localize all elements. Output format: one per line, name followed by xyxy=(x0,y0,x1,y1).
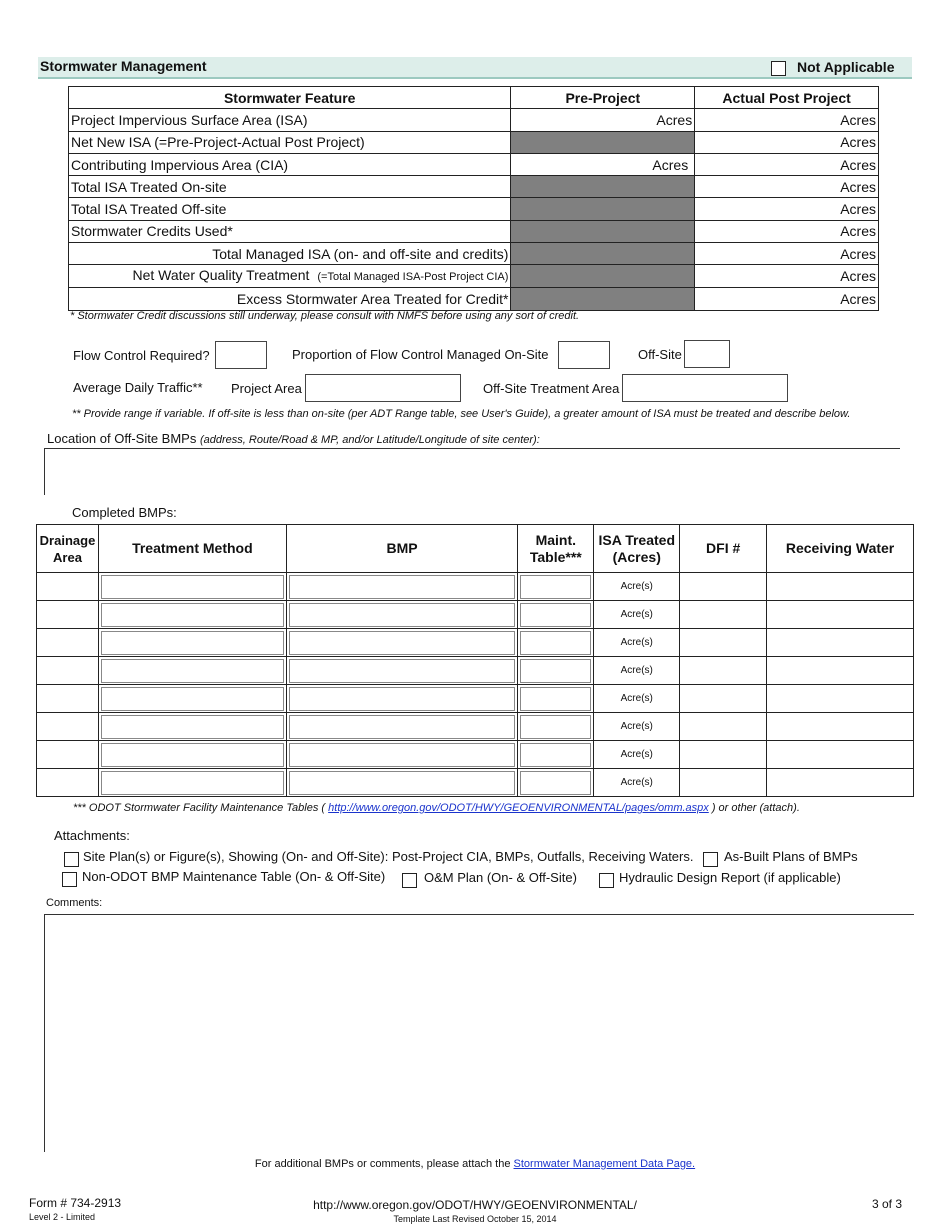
om-plan-label: O&M Plan (On- & Off-Site) xyxy=(424,870,577,885)
as-built-checkbox[interactable] xyxy=(703,852,718,867)
maint-table-input[interactable] xyxy=(518,601,594,629)
bmp-input[interactable] xyxy=(286,685,518,713)
acre-unit: Acre(s) xyxy=(620,777,653,788)
post-project-input[interactable]: Acres xyxy=(695,288,879,310)
row-label: Total ISA Treated On-site xyxy=(69,176,511,198)
table-row xyxy=(37,601,914,629)
offsite-treatment-input[interactable] xyxy=(622,374,788,402)
isa-treated-input[interactable] xyxy=(594,769,680,797)
header-receiving-water: Receiving Water xyxy=(767,525,914,573)
maint-tables-link[interactable]: http://www.oregon.gov/ODOT/HWY/GEOENVIRONMENTAL/pages/omm.aspx xyxy=(328,802,709,814)
input-box[interactable] xyxy=(520,659,591,683)
table-row xyxy=(37,629,914,657)
input-box[interactable] xyxy=(101,631,284,655)
disabled-cell xyxy=(511,288,695,310)
template-revised: Template Last Revised October 15, 2014 xyxy=(393,1214,557,1224)
hydraulic-checkbox[interactable] xyxy=(599,873,614,888)
treatment-method-input[interactable] xyxy=(98,601,286,629)
table-row xyxy=(37,713,914,741)
input-box[interactable] xyxy=(520,743,591,767)
bmp-rows xyxy=(37,573,914,797)
dfi-input[interactable] xyxy=(680,657,767,685)
project-area-label: Project Area xyxy=(231,381,302,396)
table-row xyxy=(69,109,879,131)
drainage-area-input[interactable] xyxy=(37,685,99,713)
treatment-method-input[interactable] xyxy=(98,769,286,797)
om-plan-checkbox[interactable] xyxy=(402,873,417,888)
disabled-cell xyxy=(511,176,695,198)
table-row xyxy=(69,288,879,310)
stormwater-feature-table xyxy=(68,86,879,311)
comments-input[interactable] xyxy=(44,914,914,1152)
header-bmp: BMP xyxy=(286,525,518,573)
table-row xyxy=(69,176,879,198)
receiving-water-input[interactable] xyxy=(767,685,914,713)
treatment-method-input[interactable] xyxy=(98,573,286,601)
table-row xyxy=(37,685,914,713)
acre-unit: Acre(s) xyxy=(620,721,653,732)
input-box[interactable] xyxy=(520,603,591,627)
treatment-method-input[interactable] xyxy=(98,629,286,657)
treatment-method-input[interactable] xyxy=(98,713,286,741)
row-label-note: (=Total Managed ISA-Post Project CIA) xyxy=(317,271,509,284)
disabled-cell xyxy=(511,243,695,265)
input-box[interactable] xyxy=(520,771,591,795)
table-row xyxy=(69,131,879,153)
drainage-area-input[interactable] xyxy=(37,573,99,601)
input-box[interactable] xyxy=(289,631,516,655)
non-odot-label: Non-ODOT BMP Maintenance Table (On- & Off-Site) xyxy=(82,869,386,884)
section-title: Stormwater Management xyxy=(40,58,207,74)
dfi-input[interactable] xyxy=(680,769,767,797)
page-number: 3 of 3 xyxy=(872,1197,903,1211)
non-odot-checkbox[interactable] xyxy=(62,872,77,887)
bmp-input[interactable] xyxy=(286,601,518,629)
drainage-area-input[interactable] xyxy=(37,769,99,797)
input-box[interactable] xyxy=(289,687,516,711)
isa-treated-input[interactable] xyxy=(594,601,680,629)
maint-table-input[interactable] xyxy=(518,769,594,797)
as-built-label: As-Built Plans of BMPs xyxy=(724,849,858,864)
completed-bmps-label: Completed BMPs: xyxy=(72,505,177,520)
row-label: Net Water Quality Treatment xyxy=(132,267,310,284)
table-row xyxy=(69,243,879,265)
input-box[interactable] xyxy=(101,603,284,627)
table-row xyxy=(37,573,914,601)
row-label: Net New ISA (=Pre-Project-Actual Post Project) xyxy=(69,131,511,153)
not-applicable-checkbox[interactable] xyxy=(771,61,786,76)
hydraulic-label: Hydraulic Design Report (if applicable) xyxy=(619,870,841,885)
input-box[interactable] xyxy=(289,771,516,795)
receiving-water-input[interactable] xyxy=(767,657,914,685)
isa-treated-input[interactable] xyxy=(594,685,680,713)
pre-project-input[interactable]: Acres xyxy=(511,153,695,175)
location-label-row xyxy=(47,431,540,446)
completed-bmps-table xyxy=(36,524,914,797)
dfi-input[interactable] xyxy=(680,573,767,601)
dfi-input[interactable] xyxy=(680,741,767,769)
row-label: Excess Stormwater Area Treated for Credit* xyxy=(69,288,511,310)
location-note: (address, Route/Road & MP, and/or Latitude/Longitude of site center): xyxy=(199,434,540,446)
disabled-cell xyxy=(511,198,695,220)
header-stormwater-feature: Stormwater Feature xyxy=(69,87,511,109)
table-row xyxy=(37,741,914,769)
bmp-input[interactable] xyxy=(286,769,518,797)
maint-table-input[interactable] xyxy=(518,657,594,685)
input-box[interactable] xyxy=(289,715,516,739)
table-row xyxy=(37,769,914,797)
drainage-area-input[interactable] xyxy=(37,741,99,769)
location-input[interactable] xyxy=(44,448,900,495)
input-box[interactable] xyxy=(101,743,284,767)
post-project-input[interactable]: Acres xyxy=(695,153,879,175)
receiving-water-input[interactable] xyxy=(767,629,914,657)
site-plan-checkbox[interactable] xyxy=(64,852,79,867)
header-treatment-method: Treatment Method xyxy=(98,525,286,573)
project-area-input[interactable] xyxy=(305,374,461,402)
row-label: Contributing Impervious Area (CIA) xyxy=(69,153,511,175)
acre-unit: Acre(s) xyxy=(620,665,653,676)
header-isa-treated: ISA Treated (Acres) xyxy=(594,525,680,573)
receiving-water-input[interactable] xyxy=(767,713,914,741)
input-box[interactable] xyxy=(520,575,591,599)
acre-unit: Acre(s) xyxy=(620,693,653,704)
receiving-water-input[interactable] xyxy=(767,573,914,601)
drainage-area-input[interactable] xyxy=(37,657,99,685)
isa-treated-input[interactable] xyxy=(594,573,680,601)
offsite-treatment-label: Off-Site Treatment Area xyxy=(483,381,620,396)
post-project-input[interactable]: Acres xyxy=(695,243,879,265)
comments-label: Comments: xyxy=(46,897,103,909)
table-row xyxy=(69,198,879,220)
header-drainage-area: Drainage Area xyxy=(37,525,99,573)
table-row xyxy=(37,657,914,685)
receiving-water-input[interactable] xyxy=(767,741,914,769)
adt-footnote: ** Provide range if variable. If off-site is less than on-site (per ADT Range table, see User's Guide), a greater amount of ISA must be treated and describe below. xyxy=(72,408,851,420)
input-box[interactable] xyxy=(289,659,516,683)
table-row xyxy=(69,265,879,288)
acre-unit: Acre(s) xyxy=(620,749,653,760)
credit-footnote: * Stormwater Credit discussions still underway, please consult with NMFS before using any sort of credit. xyxy=(70,310,580,322)
bmp-input[interactable] xyxy=(286,741,518,769)
row-label-cell xyxy=(69,265,511,288)
table-row xyxy=(69,220,879,242)
row-label: Total ISA Treated Off-site xyxy=(69,198,511,220)
receiving-water-input[interactable] xyxy=(767,769,914,797)
isa-treated-input[interactable] xyxy=(594,713,680,741)
header-actual-post-project: Actual Post Project xyxy=(695,87,879,109)
not-applicable-label: Not Applicable xyxy=(797,59,895,75)
form-number: Form # 734-2913 xyxy=(29,1196,122,1210)
receiving-water-input[interactable] xyxy=(767,601,914,629)
disabled-cell xyxy=(511,131,695,153)
post-project-input[interactable]: Acres xyxy=(695,265,879,288)
bmp-input[interactable] xyxy=(286,713,518,741)
input-box[interactable] xyxy=(101,659,284,683)
data-page-link[interactable]: Stormwater Management Data Page. xyxy=(513,1158,696,1170)
input-box[interactable] xyxy=(289,575,516,599)
location-label: Location of Off-Site BMPs xyxy=(47,431,197,446)
treatment-method-input[interactable] xyxy=(98,657,286,685)
maint-table-input[interactable] xyxy=(518,573,594,601)
additional-note: For additional BMPs or comments, please attach the Stormwater Management Data Page. xyxy=(254,1158,696,1170)
dfi-input[interactable] xyxy=(680,629,767,657)
input-box[interactable] xyxy=(101,715,284,739)
post-project-input[interactable]: Acres xyxy=(695,109,879,131)
proportion-label: Proportion of Flow Control Managed On-Site xyxy=(292,347,549,362)
bmp-input[interactable] xyxy=(286,657,518,685)
bmp-input[interactable] xyxy=(286,629,518,657)
proportion-input[interactable] xyxy=(558,341,610,369)
input-box[interactable] xyxy=(101,771,284,795)
post-project-input[interactable]: Acres xyxy=(695,176,879,198)
pre-project-input[interactable]: Acres xyxy=(511,109,695,131)
site-plan-label: Site Plan(s) or Figure(s), Showing (On- and Off-Site): Post-Project CIA, BMPs, Outfalls, Receiving Waters. xyxy=(83,849,694,864)
disabled-cell xyxy=(511,220,695,242)
dfi-input[interactable] xyxy=(680,713,767,741)
maint-table-input[interactable] xyxy=(518,685,594,713)
acre-unit: Acre(s) xyxy=(620,637,653,648)
attachments-label: Attachments: xyxy=(54,828,130,843)
post-project-input[interactable]: Acres xyxy=(695,220,879,242)
input-box[interactable] xyxy=(101,687,284,711)
header-pre-project: Pre-Project xyxy=(511,87,695,109)
maint-table-input[interactable] xyxy=(518,713,594,741)
row-label: Project Impervious Surface Area (ISA) xyxy=(69,109,511,131)
maint-table-input[interactable] xyxy=(518,741,594,769)
input-box[interactable] xyxy=(520,715,591,739)
drainage-area-input[interactable] xyxy=(37,713,99,741)
adt-label: Average Daily Traffic** xyxy=(73,380,203,395)
offsite-input[interactable] xyxy=(684,340,730,368)
input-box[interactable] xyxy=(289,603,516,627)
header-maint-table: Maint. Table*** xyxy=(518,525,594,573)
drainage-area-input[interactable] xyxy=(37,601,99,629)
acre-unit: Acre(s) xyxy=(620,581,653,592)
post-project-input[interactable]: Acres xyxy=(695,131,879,153)
maint-footnote: *** ODOT Stormwater Facility Maintenance Tables ( http://www.oregon.gov/ODOT/HWY/GEOENVIRONMENTAL/pages/omm.aspx ) or other (attach). xyxy=(73,802,800,814)
footer-url: http://www.oregon.gov/ODOT/HWY/GEOENVIRONMENTAL/ xyxy=(313,1198,637,1212)
treatment-method-input[interactable] xyxy=(98,685,286,713)
isa-treated-input[interactable] xyxy=(594,657,680,685)
input-box[interactable] xyxy=(101,575,284,599)
isa-treated-input[interactable] xyxy=(594,629,680,657)
acre-unit: Acre(s) xyxy=(620,609,653,620)
maint-table-input[interactable] xyxy=(518,629,594,657)
offsite-label: Off-Site xyxy=(638,347,682,362)
table-row xyxy=(69,153,879,175)
input-box[interactable] xyxy=(289,743,516,767)
bmp-input[interactable] xyxy=(286,573,518,601)
flow-control-input[interactable] xyxy=(215,341,267,369)
header-dfi: DFI # xyxy=(680,525,767,573)
dfi-input[interactable] xyxy=(680,685,767,713)
row-label: Total Managed ISA (on- and off-site and credits) xyxy=(69,243,511,265)
flow-control-label: Flow Control Required? xyxy=(73,348,210,363)
post-project-input[interactable]: Acres xyxy=(695,198,879,220)
drainage-area-input[interactable] xyxy=(37,629,99,657)
input-box[interactable] xyxy=(520,631,591,655)
input-box[interactable] xyxy=(520,687,591,711)
form-level: Level 2 - Limited xyxy=(29,1212,96,1222)
dfi-input[interactable] xyxy=(680,601,767,629)
row-label: Stormwater Credits Used* xyxy=(69,220,511,242)
isa-treated-input[interactable] xyxy=(594,741,680,769)
disabled-cell xyxy=(511,265,695,288)
treatment-method-input[interactable] xyxy=(98,741,286,769)
